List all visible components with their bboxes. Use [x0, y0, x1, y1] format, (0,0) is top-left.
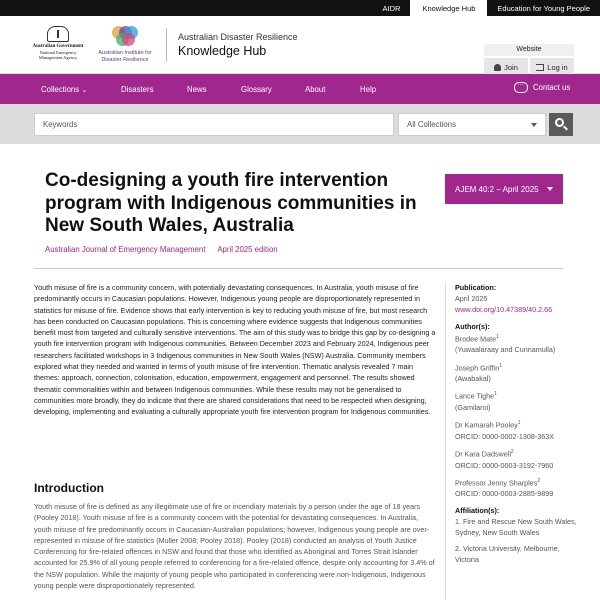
affiliation-item: 1. Fire and Rescue New South Wales, Sydney, New South Wales [455, 516, 577, 537]
chevron-down-icon [531, 123, 537, 127]
site-name: Knowledge Hub [178, 44, 267, 58]
author-item: Dr Kara Dadswell$^2$ ORCID: 0000-0003-3192-7960 [455, 449, 554, 470]
header-divider [166, 28, 167, 62]
logo-agency-text: National Emergency Management Agency [38, 50, 78, 61]
author-item: Brodee Mate$^1$ (Yuwaalaraay and Cunnamulla) [455, 333, 556, 355]
affiliation-item: 2. Victoria University, Melbourne, Victoria [455, 544, 560, 565]
aidr-logo[interactable] [94, 26, 156, 63]
search-input[interactable]: Keywords [34, 113, 394, 136]
site-title[interactable] [178, 32, 298, 58]
search-bar [0, 104, 600, 144]
issue-dropdown-button[interactable] [445, 174, 563, 204]
divider [34, 268, 563, 269]
author-item: Joseph Griffin$^1$ (Awabakal) [455, 362, 502, 384]
australian-government-logo[interactable] [30, 26, 86, 61]
site-subtitle: Australian Disaster Resilience [178, 32, 298, 42]
contact-us-link[interactable] [514, 82, 570, 93]
chevron-down-icon [547, 187, 553, 191]
authors-label: Author(s): [455, 321, 490, 331]
user-icon [494, 64, 501, 71]
chevron-down-icon: ⌄ [81, 87, 88, 94]
article-abstract: Youth misuse of fire is a community concern, with potentially devastating consequences. In Australia, youth misuse of fire predominantly occurs in Caucasian populations. However, Indigenous young people are disproportionately represented in statistics for misuse of fire. Evidence shows that early intervention is key to reducing youth misuse of fire, but most research has been conducted on Caucasian populations. This is concerning where evidence suggests that Indigenous communities benefit most from targeted and culturally sensitive interventions. The aim of this study was to bridge this gap by co-designing a youth fire intervention program with Indigenous communities. Between December 2023 and February 2024, Indigenous peer researchers facilitated workshops in 3 Indigenous communities in New South Wales (NSW) Australia. Community members explored what they needed and wanted in terms of youth misuse of fire intervention. Thematic analysis revealed 7 main themes: approach, connection, colonisation, education, empowerment, engagement and personnel. The results showed thematic commonalities within and between Indigenous communities. While these results may not be generalised to communities more broadly, they do indicate that there are shared considerations that need to be respected when designing, developing, implementing and evaluating a culturally appropriate youth fire intervention program for Indigenous communities. [34, 283, 436, 417]
collection-select[interactable] [398, 113, 546, 136]
edition-link[interactable]: April 2025 edition [217, 245, 278, 254]
top-bar [0, 0, 600, 16]
chat-bubble-icon [514, 82, 528, 93]
publication-date: April 2025 [455, 294, 488, 304]
site-header [0, 16, 600, 74]
journal-link[interactable]: Australian Journal of Emergency Management [45, 245, 206, 254]
collection-select-value: All Collections [407, 120, 456, 129]
website-account-box [484, 44, 574, 76]
logo-gov-text: Australian Government [32, 44, 84, 49]
author-item: Professor Jenny Sharples$^2$ ORCID: 0000-0003-2885-9899 [455, 477, 554, 499]
logo-aidr-text: Australian Institute for [98, 50, 152, 56]
nav-item-collections[interactable]: Collections ⌄ [41, 85, 88, 94]
introduction-text: Youth misuse of fire is defined as any illegitimate use of fire or incendiary materials by a person under the age of 18 years (Pooley 2018). Youth misuse of fire is a community concern with the potential for devastating consequences. In Australia, youth misuse of fire predominantly occurs in Caucasian-Australian populations; however, Indigenous young people are over-represented in misuse of fire statistics (Muller 2008; Pooley 2018). Pooley (2018) conducted an analysis of Youth Justice Conferencing for fire-related offences in NSW and found that those who identified as Aboriginal and Torres Strait Islander accounted for 25.9% of all young people referred to conferencing for a fire-related offence, despite only accounting for 3.4% of the NSW population. While the majority of young people who participated in conferencing were non-Indigenous, Indigenous young people were disproportionately represented. [34, 502, 435, 591]
nav-item-glossary[interactable]: Glossary [241, 85, 272, 94]
contact-label: Contact us [533, 83, 571, 92]
sidebar-divider [445, 282, 446, 600]
login-icon [536, 64, 544, 71]
issue-label: AJEM 40:2 – April 2025 [455, 184, 539, 194]
topbar-link-education[interactable]: Education for Young People [497, 3, 590, 13]
article-sidebar [455, 282, 580, 571]
nav-item-disasters[interactable]: Disasters [121, 85, 154, 94]
aidr-rings-icon [112, 26, 138, 48]
website-label: Website [484, 44, 574, 56]
coat-of-arms-icon [47, 26, 69, 42]
affiliations-label: Affiliation(s): [455, 505, 500, 515]
nav-item-help[interactable]: Help [360, 85, 377, 94]
introduction-heading: Introduction [34, 481, 104, 495]
search-button[interactable] [549, 113, 573, 136]
topbar-link-aidr[interactable]: AIDR [382, 3, 401, 13]
doi-link[interactable]: www.doi.org/10.47389/40.2.66 [455, 305, 553, 315]
publication-label: Publication: [455, 283, 497, 292]
logo-aidr-text-2: Disaster Resilience [101, 56, 149, 63]
nav-item-news[interactable]: News [187, 85, 207, 94]
article-title: Co-designing a youth fire intervention program with Indigenous communities in New South Wales, Australia [45, 170, 417, 236]
join-label: Join [504, 62, 518, 72]
nav-item-about[interactable]: About [305, 85, 326, 94]
main-nav [0, 74, 600, 104]
author-item: Dr Kamarah Pooley$^1$ ORCID: 0000-0002-1308-363X [455, 420, 555, 441]
article-source [45, 245, 278, 254]
topbar-link-knowledge-hub[interactable]: Knowledge Hub [410, 0, 487, 16]
author-item: Lance Tighe$^1$ (Gamilaroi) [455, 391, 497, 412]
login-label: Log in [547, 62, 568, 72]
